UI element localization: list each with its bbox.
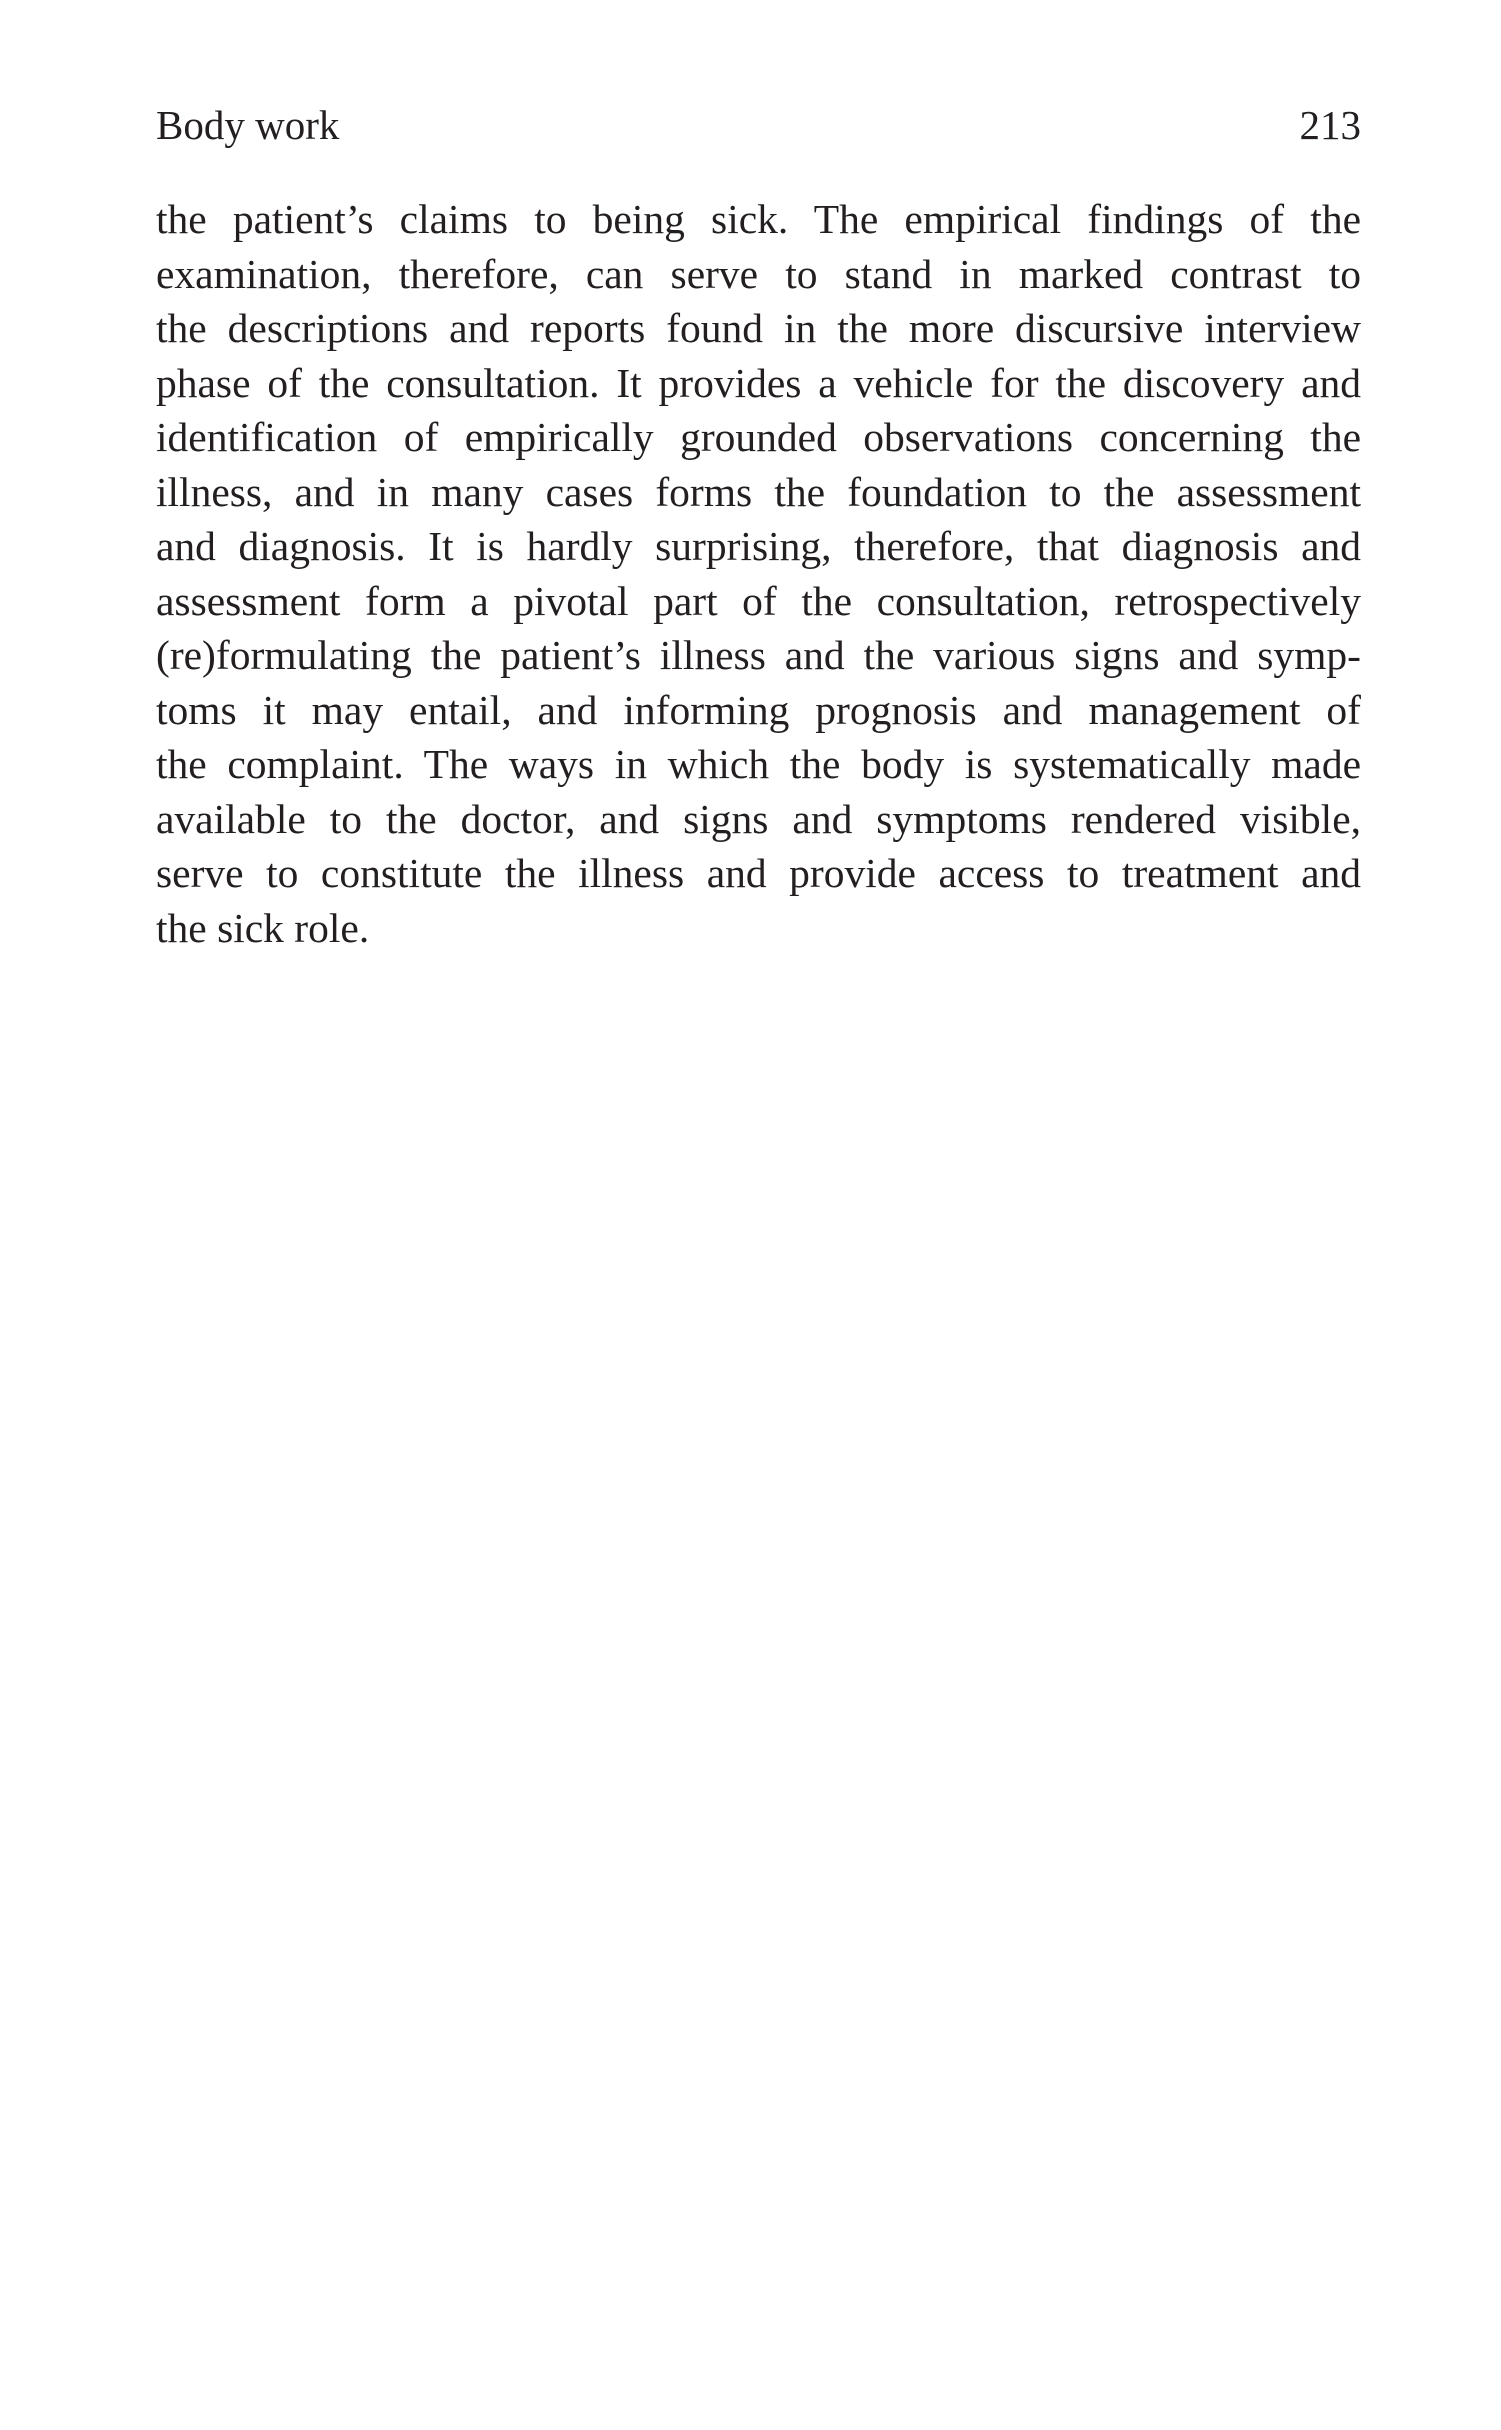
text-line: phase of the consultation. It provides a vehicle for the discovery and: [156, 359, 1361, 406]
text-line: and diagnosis. It is hardly surprising, therefore, that diagnosis and: [156, 523, 1361, 569]
text-line: assessment form a pivotal part of the consultation, retrospectively: [156, 577, 1361, 624]
text-line: examination, therefore, can serve to stand in marked contrast to: [156, 250, 1361, 297]
text-line: identification of empirically grounded observations concerning the: [156, 414, 1361, 460]
text-line: available to the doctor, and signs and symptoms rendered visible,: [156, 795, 1361, 842]
running-head: [156, 100, 1361, 150]
text-line: serve to constitute the illness and provide access to treatment and: [156, 850, 1361, 896]
text-line: the complaint. The ways in which the body is systematically made: [156, 741, 1361, 787]
text-line: the patient’s claims to being sick. The empirical findings of the: [156, 196, 1361, 242]
text-line: (re)formulating the patient’s illness and the various signs and symp-: [156, 632, 1361, 678]
running-title: Body work: [156, 102, 340, 148]
text-line: the descriptions and reports found in the more discursive interview: [156, 305, 1361, 351]
body-paragraph: [156, 192, 1361, 955]
text-line: toms it may entail, and informing prognosis and management of: [156, 686, 1361, 733]
page-number: 213: [1299, 102, 1361, 148]
text-line: the sick role.: [156, 904, 370, 951]
text-line: illness, and in many cases forms the foundation to the assessment: [156, 468, 1361, 515]
